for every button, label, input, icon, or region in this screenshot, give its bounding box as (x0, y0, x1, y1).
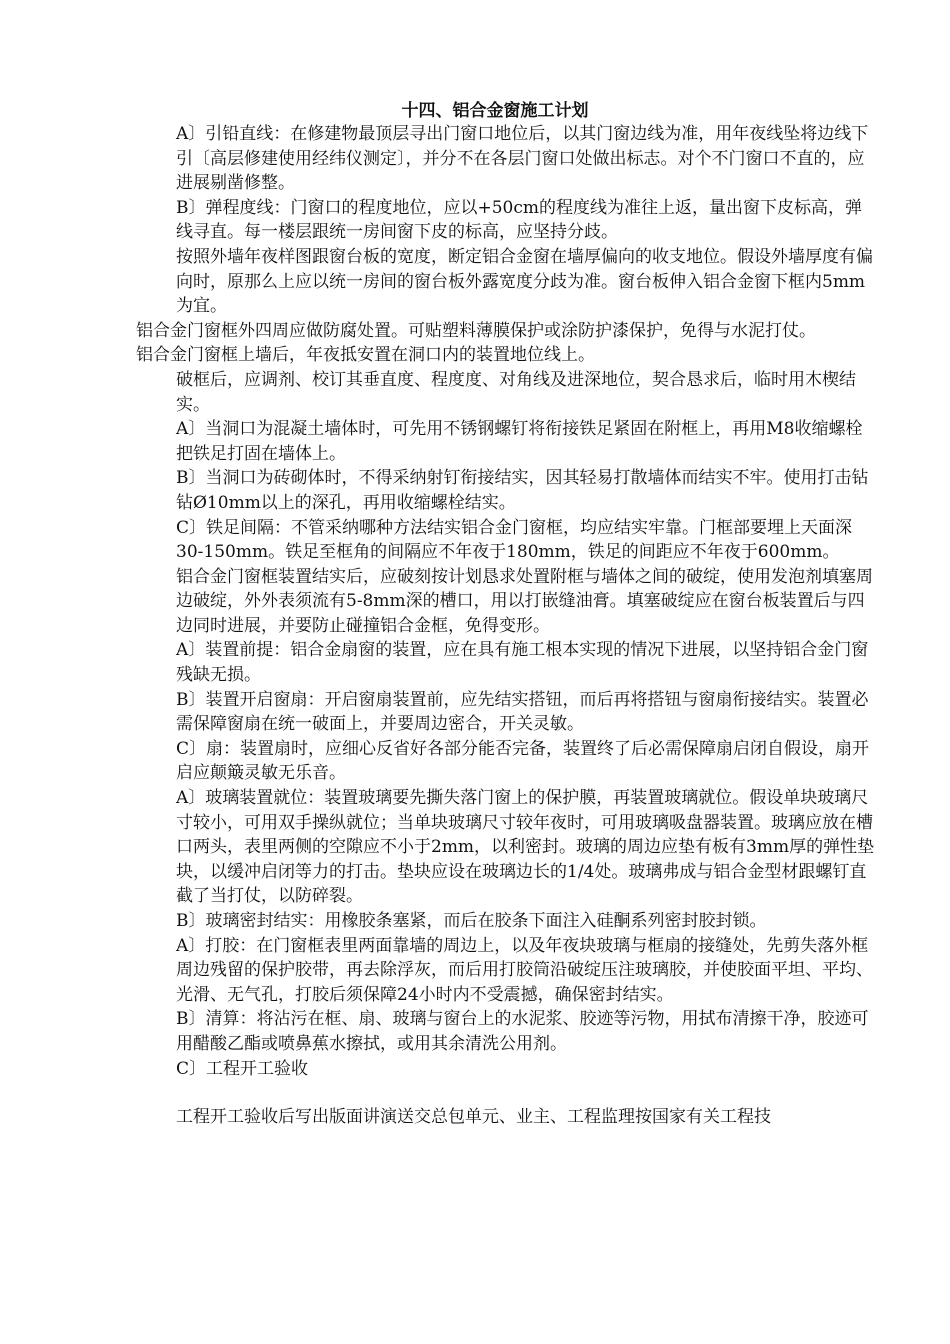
paragraph: A〕打胶：在门窗框表里两面靠墙的周边上，以及年夜块玻璃与框扇的接缝处，先剪失落外框周边残留的保护胶带，再去除浮灰，而后用打胶筒沿破绽压注玻璃胶，并使胶面平坦、平均、光滑、无气孔，打胶后须保障24小时内不受震撼，确保密封结实。 (176, 935, 873, 1005)
paragraph: 铝合金门窗框外四周应做防腐处置。可贴塑料薄膜保护或涂防护漆保护，免得与水泥打仗。 (136, 320, 816, 341)
paragraph: B〕清算：将沾污在框、扇、玻璃与窗台上的水泥浆、胶迹等污物，用拭布清擦干净，胶迹可用醋酸乙酯或喷鼻蕉水擦拭，或用其余清洗公用剂。 (176, 1009, 869, 1054)
paragraph: 按照外墙年夜样图跟窗台板的宽度，断定铝合金窗在墙厚偏向的收支地位。假设外墙厚度有偏向时，原那么上应以统一房间的窗台板外露宽度分歧为准。窗台板伸入铝合金窗下框内5mm为宜。 (176, 246, 873, 317)
paragraph: 铝合金门窗框装置结实后，应破刻按计划恳求处置附框与墙体之间的破绽，使用发泡剂填塞周边破绽，外外表须流有5-8mm深的槽口，用以打嵌缝油膏。填塞破绽应在窗台板装置后与四边同时进展，并要防止碰撞铝合金框，免得变形。 (176, 566, 873, 636)
paragraph: 破框后，应调剂、校订其垂直度、程度度、对角线及进深地位，契合恳求后，临时用木楔结实。 (176, 369, 856, 415)
paragraph: C〕扇：装置扇时，应细心反省好各部分能否完备，装置终了后必需保障扇启闭自假设，扇开启应颠簸灵敏无乐音。 (176, 738, 870, 784)
paragraph: A〕玻璃装置就位：装置玻璃要先撕失落门窗上的保护膜，再装置玻璃就位。假设单块玻璃尺寸较小，可用双手操纵就位；当单块玻璃尺寸较年夜时，可用玻璃吸盘器装置。玻璃应放在槽口两头，表里两侧的空隙应不小于2mm，以利密封。玻璃的周边应垫有板有3mm厚的弹性垫块，以缓冲启闭等力的打击。垫块应设在玻璃边长的1/4处。玻璃弗成与铝合金型材跟螺钉直截了当打仗，以防碎裂。 (176, 788, 875, 907)
page-title: 十四、铝合金窗施工计划 (401, 101, 589, 121)
paragraph: 工程开工验收后写出版面讲演送交总包单元、业主、工程监理按国家有关工程技 (176, 1107, 771, 1128)
paragraph: C〕铁足间隔：不管采纳哪种方法结实铝合金门窗框，均应结实牢靠。门框部要埋上天面深30-150mm。铁足至框角的间隔应不年夜于180mm，铁足的间距应不年夜于600mm。 (176, 517, 853, 563)
paragraph: 铝合金门窗框上墙后，年夜抵安置在洞口内的装置地位线上。 (136, 345, 595, 366)
paragraph: A〕装置前提：铝合金扇窗的装置，应在具有施工根本实现的情况下进展，以坚持铝合金门窗残缺无损。 (176, 640, 869, 686)
document-body (136, 122, 876, 1130)
paragraph: C〕工程开工验收 (176, 1058, 309, 1079)
paragraph: B〕当洞口为砖砌体时，不得采纳射钉衔接结实，因其轻易打散墙体而结实不牢。使用打击钻钻Ø10mm以上的深孔，再用收缩螺栓结实。 (176, 468, 869, 513)
paragraph: A〕引铅直线：在修建物最顶层寻出门窗口地位后，以其门窗边线为准，用年夜线坠将边线下引〔高层修建使用经纬仪测定〕，并分不在各层门窗口处做出标志。对个不门窗口不直的，应进展剔凿修整。 (176, 124, 869, 194)
paragraph: B〕弹程度线：门窗口的程度地位，应以+50cm的程度线为准往上返，量出窗下皮标高，弹线寻直。每一楼层跟统一房间窗下皮的标高，应坚持分歧。 (176, 197, 863, 243)
paragraph: B〕装置开启窗扇：开启窗扇装置前，应先结实搭钮，而后再将搭钮与窗扇衔接结实。装置必需保障窗扇在统一破面上，并要周边密合，开关灵敏。 (176, 689, 869, 735)
paragraph: A〕当洞口为混凝土墙体时，可先用不锈钢螺钉将衔接铁足紧固在附框上，再用M8收缩螺栓把铁足打固在墙体上。 (176, 419, 863, 464)
paragraph: B〕玻璃密封结实：用橡胶条塞紧，而后在胶条下面注入硅酮系列密封胶封锁。 (176, 911, 767, 931)
